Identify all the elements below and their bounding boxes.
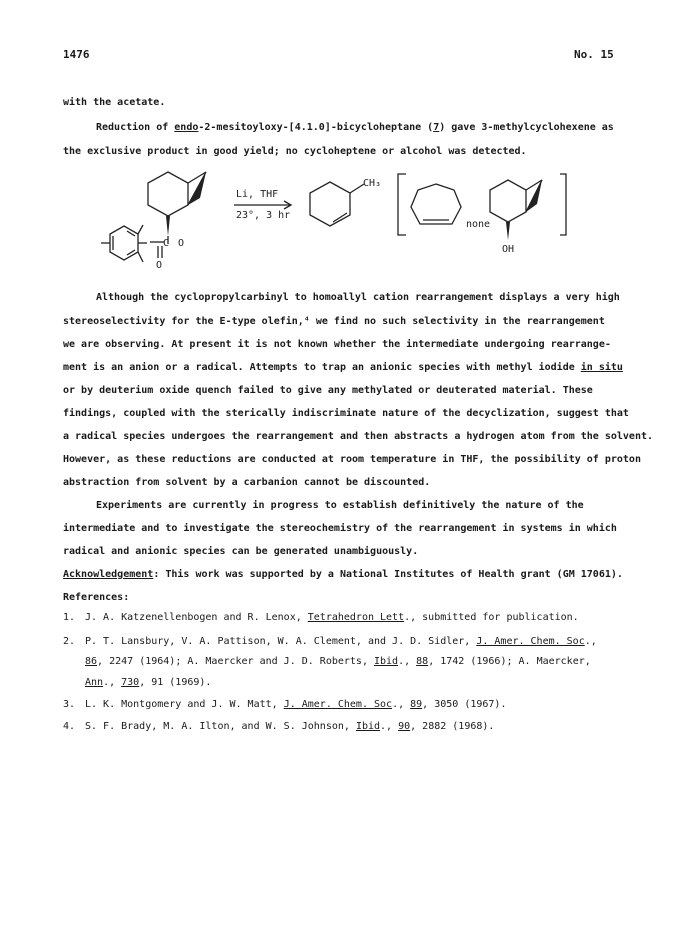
methyl-label: CH₃	[363, 178, 382, 189]
product-ring	[310, 182, 350, 226]
intro-line-1: Reduction of endo-2-mesitoyloxy-[4.1.0]-bicycloheptane (7) gave 3-methylcyclohexene as	[96, 122, 614, 133]
para2-line-1: intermediate and to investigate the stereochemistry of the rearrangement in systems in which	[63, 523, 617, 534]
para1-line-0: Although the cyclopropylcarbinyl to homoallyl cation rearrangement displays a very high	[96, 292, 620, 303]
bracket-right	[560, 174, 566, 235]
reference-2-line-2: 86, 2247 (1964); A. Maercker and J. D. Roberts, Ibid., 88, 1742 (1966); A. Maercker,	[85, 656, 591, 667]
carbonyl-c: C	[163, 238, 170, 249]
para1-line-5: findings, coupled with the sterically indiscriminate nature of the decyclization, suggest that	[63, 408, 629, 419]
reference-2-line-3: Ann., 730, 91 (1969).	[85, 677, 212, 688]
none-label: none	[466, 219, 491, 230]
intro-line-0: with the acetate.	[63, 97, 166, 108]
para2-line-2: radical and anionic species can be generated unambiguously.	[63, 546, 419, 557]
para1-line-4: or by deuterium oxide quench failed to give any methylated or deuterated material. These	[63, 385, 593, 396]
starting-ring	[148, 172, 188, 216]
para1-line-2: we are observing. At present it is not known whether the intermediate undergoing rearrange-	[63, 339, 611, 350]
references-heading: References:	[63, 592, 130, 603]
para2-line-0: Experiments are currently in progress to establish definitively the nature of the	[96, 500, 584, 511]
alcohol-ring	[490, 180, 526, 222]
ester-wedge	[166, 216, 170, 236]
reference-3: 3. L. K. Montgomery and J. W. Matt, J. Amer. Chem. Soc., 89, 3050 (1967).	[63, 699, 507, 710]
oh-label: OH	[502, 244, 515, 255]
page-number: 1476	[63, 48, 90, 61]
para1-line-3: ment is an anion or a radical. Attempts to trap an anionic species with methyl iodide in situ	[63, 362, 623, 373]
reagent-bottom: 23°, 3 hr	[236, 210, 291, 221]
carbonyl-o-label: O	[156, 260, 163, 271]
reference-1: 1. J. A. Katzenellenbogen and R. Lenox, Tetrahedron Lett., submitted for publication.	[63, 612, 579, 623]
reference-2: 2. P. T. Lansbury, V. A. Pattison, W. A. Clement, and J. D. Sidler, J. Amer. Chem. Soc.,	[63, 636, 597, 647]
acknowledgement: Acknowledgement: This work was supported by a National Institutes of Health grant (GM 17061).	[63, 569, 623, 580]
mesityl-ring	[110, 226, 138, 260]
intro-line-2: the exclusive product in good yield; no cycloheptene or alcohol was detected.	[63, 146, 527, 157]
journal-issue: No. 15	[574, 48, 614, 61]
reagent-top: Li, THF	[236, 189, 279, 200]
bracket-left	[398, 174, 406, 235]
para1-line-1: stereoselectivity for the E-type olefin,⁴ we find no such selectivity in the rearrangement	[63, 316, 605, 327]
ester-o-label: O	[178, 238, 185, 249]
para1-line-6: a radical species undergoes the rearrangement and then abstracts a hydrogen atom from the solvent.	[63, 431, 654, 442]
para1-line-7: However, as these reductions are conducted at room temperature in THF, the possibility of proton	[63, 454, 641, 465]
para1-line-8: abstraction from solvent by a carbanion cannot be discounted.	[63, 477, 431, 488]
reference-4: 4. S. F. Brady, M. A. Ilton, and W. S. Johnson, Ibid., 90, 2882 (1968).	[63, 721, 495, 732]
cycloheptene-ring	[411, 184, 461, 224]
